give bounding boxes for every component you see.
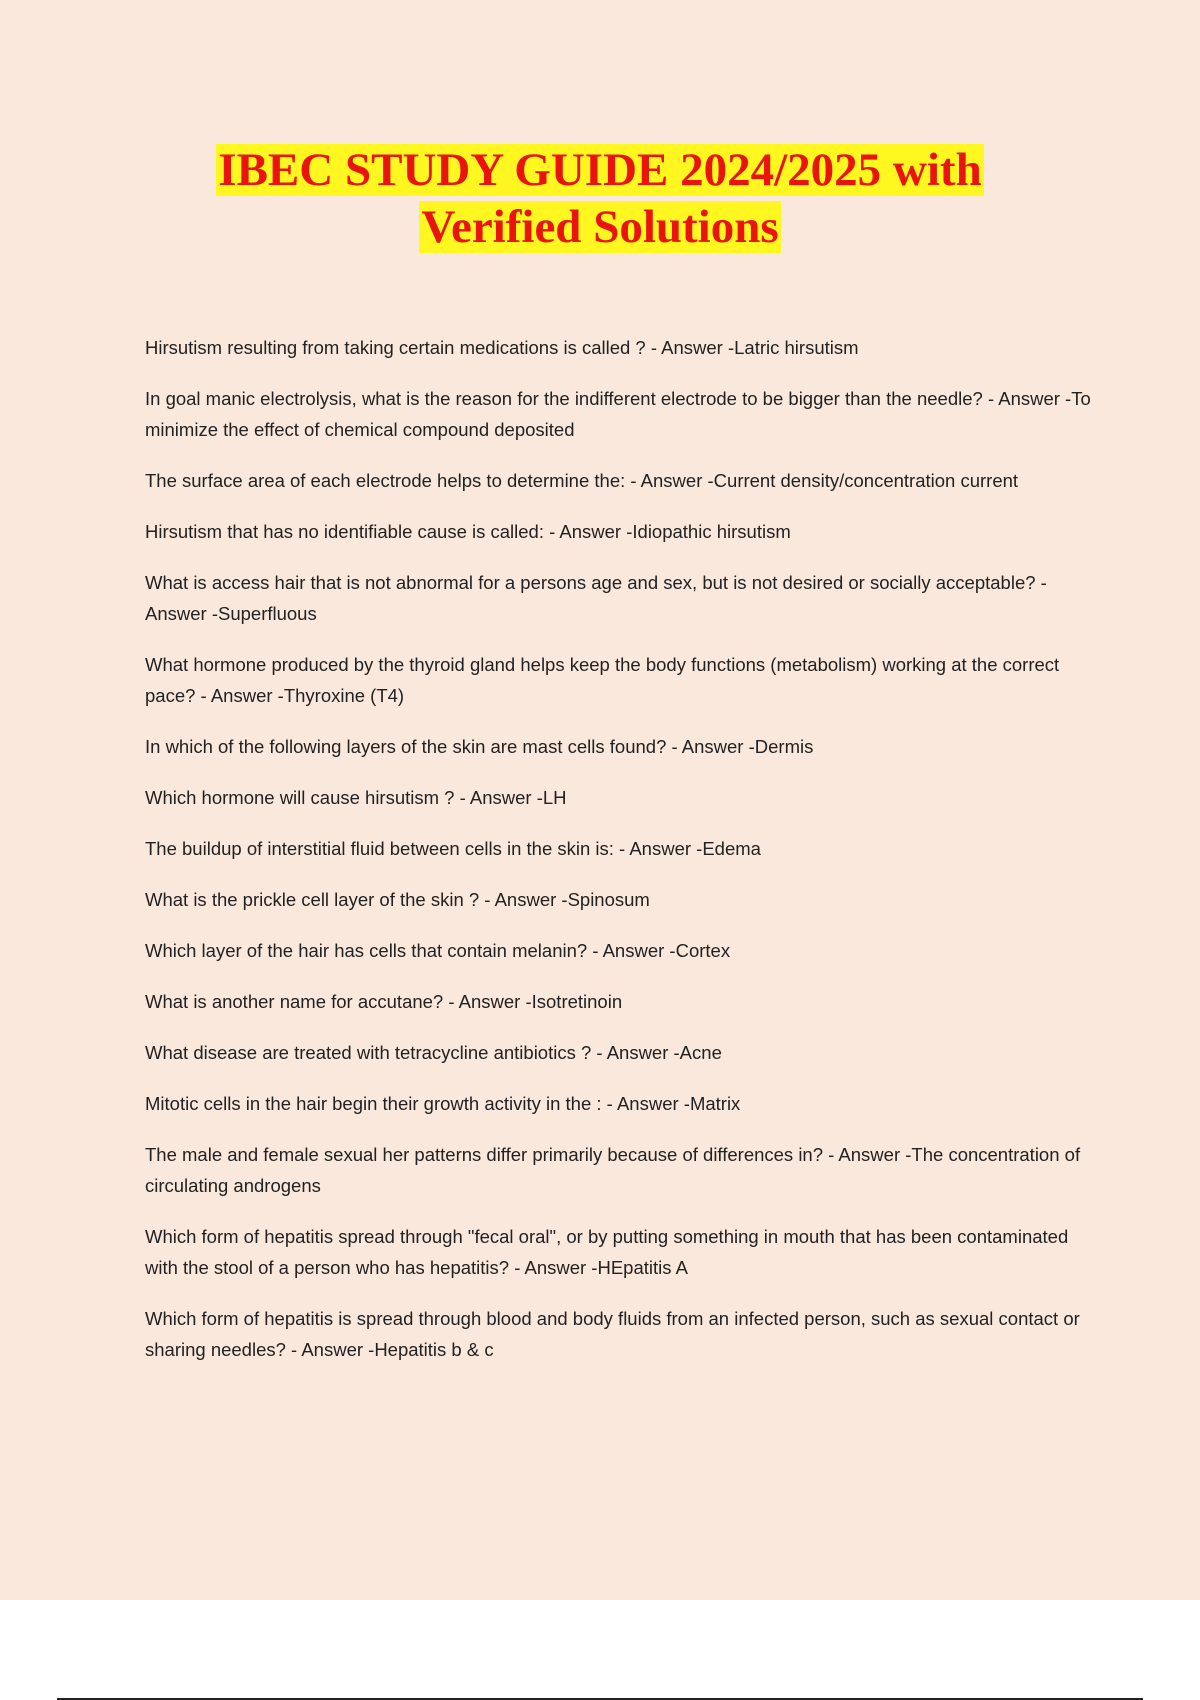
page-title (0, 142, 1200, 256)
qa-item: What disease are treated with tetracycline antibiotics ? - Answer -Acne (145, 1042, 722, 1063)
qa-item: The male and female sexual her patterns differ primarily because of differences in? - Answer -The concentration of circulating androgens (145, 1144, 1081, 1196)
qa-item: Hirsutism resulting from taking certain medications is called ? - Answer -Latric hirsutism (145, 337, 859, 358)
qa-item: What is access hair that is not abnormal for a persons age and sex, but is not desired or socially acceptable? - Answer -Superfluous (145, 572, 1047, 624)
question-answer-list (145, 332, 1095, 1385)
qa-item: The buildup of interstitial fluid between cells in the skin is: - Answer -Edema (145, 838, 761, 859)
qa-item: What is the prickle cell layer of the skin ? - Answer -Spinosum (145, 889, 650, 910)
qa-item: Which form of hepatitis spread through "fecal oral", or by putting something in mouth that has been contaminated with the stool of a person who has hepatitis? - Answer -HEpatitis A (145, 1226, 1069, 1278)
qa-item: In goal manic electrolysis, what is the reason for the indifferent electrode to be bigger than the needle? - Answer -To minimize the effect of chemical compound deposited (145, 388, 1091, 440)
qa-item: In which of the following layers of the skin are mast cells found? - Answer -Dermis (145, 736, 814, 757)
qa-item: Mitotic cells in the hair begin their growth activity in the : - Answer -Matrix (145, 1093, 741, 1114)
qa-item: What is another name for accutane? - Answer -Isotretinoin (145, 991, 623, 1012)
title-line-2: Verified Solutions (421, 201, 779, 253)
qa-item: Hirsutism that has no identifiable cause is called: - Answer -Idiopathic hirsutism (145, 521, 791, 542)
title-line-1: IBEC STUDY GUIDE 2024/2025 with (218, 144, 982, 196)
qa-item: What hormone produced by the thyroid gland helps keep the body functions (metabolism) working at the correct pace? - Answer -Thyroxine (T4) (145, 654, 1060, 706)
qa-item: Which layer of the hair has cells that contain melanin? - Answer -Cortex (145, 940, 731, 961)
qa-item: The surface area of each electrode helps to determine the: - Answer -Current density/concentration current (145, 470, 1019, 491)
qa-item: Which hormone will cause hirsutism ? - Answer -LH (145, 787, 567, 808)
qa-item: Which form of hepatitis is spread through blood and body fluids from an infected person, such as sexual contact or sharing needles? - Answer -Hepatitis b & c (145, 1308, 1080, 1360)
